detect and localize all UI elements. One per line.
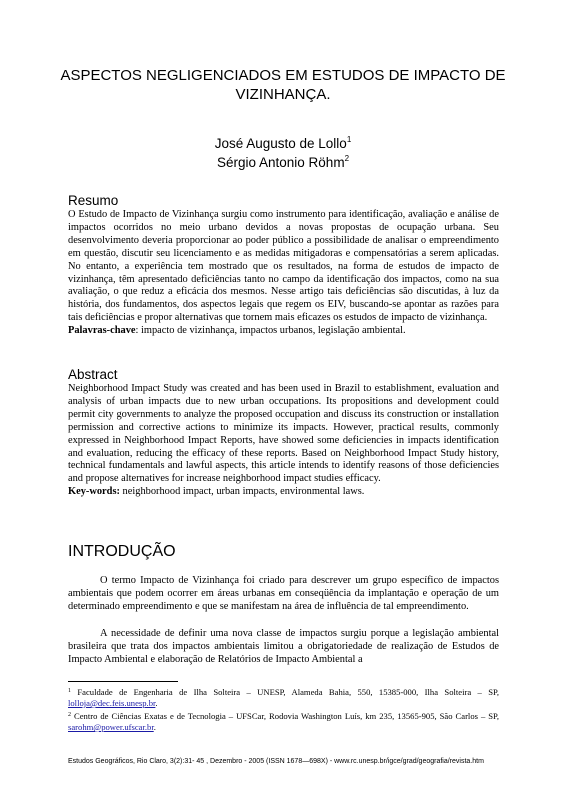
- footnote-mark: 2: [68, 712, 71, 718]
- introducao-paragraph-1: O termo Impacto de Vizinhança foi criado para descrever um grupo específico de impactos ambientais que podem ocorrer em áreas urbanas em conseqüência da implantação e operação de um determinado empreendimento e que se manifestam na área de influência de tal empreendimento.: [68, 575, 499, 612]
- resumo-keywords: [68, 325, 499, 338]
- footnote-end: .: [153, 722, 156, 732]
- keywords-label: Palavras-chave: [68, 325, 136, 337]
- abstract-text: Neighborhood Impact Study was created and has been used in Brazil to establishment, evaluation and analysis of urban impacts due to new urban occupations. Its propositions and development could permit city governments to analyze the proposed occupation and discuss its construction or installation permission and corrective actions to minimize its impacts. However, practical results, commonly expressed in Neighborhood Impact Reports, have showed some deficiencies in impacts identification and evaluation, reducing the efficacy of these reports. Based on Neighborhood Impact Study history, technical fundamentals and lawful aspects, this article intends to identify reasons of those deficiencies and propose alternatives for increase neighborhood impact studies efficacy.: [68, 383, 499, 485]
- footnote-divider: [68, 681, 178, 682]
- resumo-heading: Resumo: [68, 193, 119, 208]
- footnote-text: Faculdade de Engenharia de Ilha Solteira – UNESP, Alameda Bahia, 550, 15385-000, Ilha Solteira – SP,: [71, 687, 499, 697]
- footnote-mark: 1: [68, 688, 71, 694]
- resumo-body: [68, 209, 499, 338]
- keywords-label: Key-words:: [68, 486, 120, 498]
- footnote-email-link[interactable]: sarohm@power.ufscar.br: [68, 722, 154, 732]
- author-name: José Augusto de Lollo: [214, 136, 347, 151]
- footnote-text: Centro de Ciências Exatas e de Tecnologia – UFSCar, Rodovia Washington Luís, km 235, 13565-905, São Carlos – SP,: [71, 711, 499, 721]
- footnote-email-link[interactable]: lolloja@dec.feis.unesp.br: [68, 698, 156, 708]
- paper-title: ASPECTOS NEGLIGENCIADOS EM ESTUDOS DE IMPACTO DE VIZINHANÇA.: [60, 67, 506, 103]
- abstract-heading: Abstract: [68, 367, 118, 382]
- author-2: [60, 150, 506, 171]
- journal-footer: Estudos Geográficos, Rio Claro, 3(2):31- 45 , Dezembro - 2005 (ISSN 1678—698X) - www.rc.unesp.br/igce/grad/geografia/revista.htm: [68, 758, 484, 765]
- keywords-text: : impacto de vizinhança, impactos urbanos, legislação ambiental.: [135, 325, 406, 337]
- introducao-paragraph-2: A necessidade de definir uma nova classe de impactos surgiu porque a legislação ambiental brasileira que trata dos impactos ambientais limitou a obrigatoriedade de realização de Estudos de Impacto Ambiental e elaboração de Relatórios de Impacto Ambiental a: [68, 628, 499, 665]
- resumo-text: O Estudo de Impacto de Vizinhança surgiu como instrumento para identificação, avaliação e análise de impactos ocorridos no meio urbano devidos a novas propostas de ocupação urbana. Seu desenvolvimento deveria proporcionar ao poder público a possibilidade de analisar o empreendimento em questão, discutir seu licenciamento e as medidas mitigadoras e compensatórias a serem aplicadas. No entanto, a experiência tem mostrado que os resultados, na forma de estudos de impacto de vizinhança, têm apresentado deficiências tanto no campo da identificação dos impactos, como na sua avaliação, o que reduz a eficácia dos mesmos. Nesse artigo tais deficiências são discutidas, à luz da história, dos fundamentos, dos aspectos legais que regem os EIV, buscando-se apontar as razões para tais deficiências e propor alternativas que tornem mais eficazes os estudos de impacto de vizinhança.: [68, 209, 499, 324]
- author-1: [60, 131, 506, 152]
- abstract-keywords: [68, 486, 499, 499]
- footnote-end: .: [155, 698, 158, 708]
- abstract-body: [68, 383, 499, 499]
- author-name: Sérgio Antonio Röhm: [216, 155, 345, 170]
- author-affiliation-mark: 1: [346, 135, 352, 144]
- author-affiliation-mark: 2: [344, 154, 350, 163]
- footnote-1: [68, 686, 499, 709]
- introducao-heading: INTRODUÇÃO: [68, 543, 176, 560]
- footnote-2: [68, 710, 499, 733]
- keywords-text: neighborhood impact, urban impacts, environmental laws.: [119, 486, 365, 498]
